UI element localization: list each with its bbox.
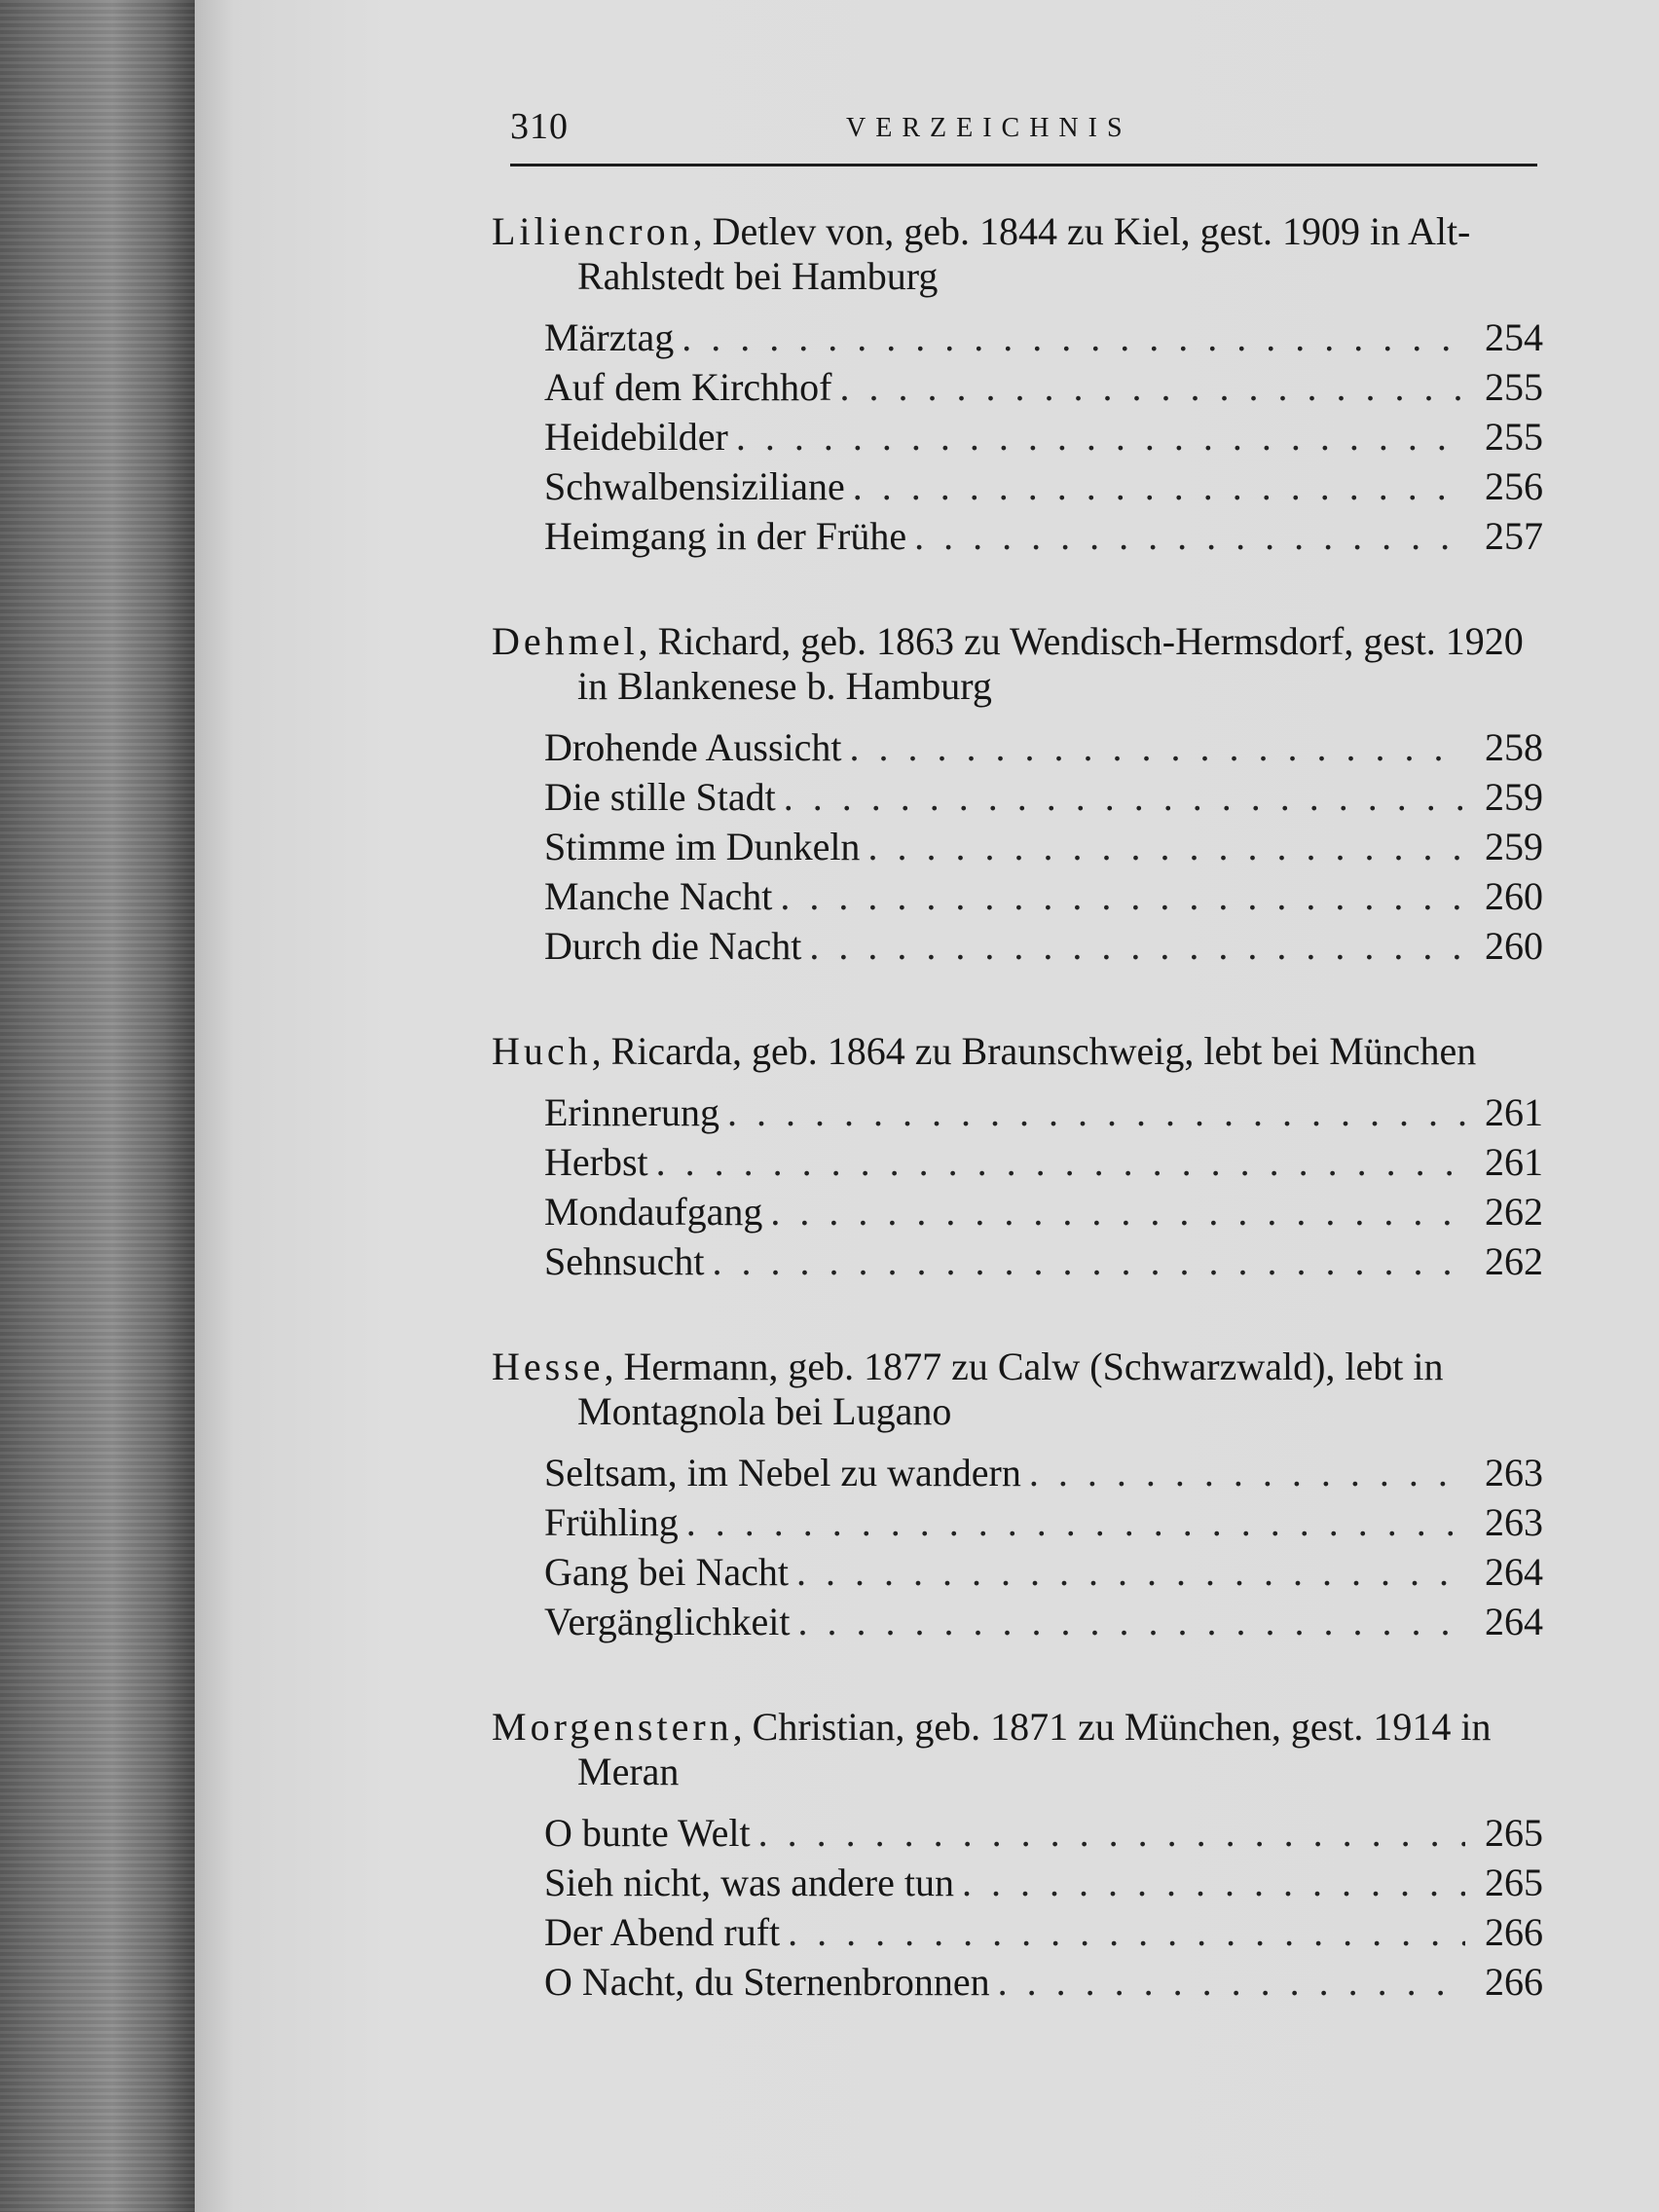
dot-leader [998, 1957, 1465, 2007]
entry-page: 254 [1485, 315, 1543, 359]
toc-entry [492, 1187, 1543, 1236]
toc-entry [492, 1137, 1543, 1187]
entry-page: 255 [1485, 365, 1543, 409]
entry-title: Vergänglichkeit [544, 1600, 791, 1643]
entry-page: 259 [1485, 825, 1543, 868]
entry-page: 261 [1485, 1140, 1543, 1184]
book-binding-edge [0, 0, 204, 2212]
author-name: Hesse [492, 1345, 605, 1388]
entry-page: 260 [1485, 924, 1543, 968]
entry-title: Frühling [544, 1500, 679, 1544]
dot-leader [867, 822, 1465, 871]
author-name: Dehmel [492, 619, 639, 663]
entry-page: 263 [1485, 1451, 1543, 1494]
author-heading [492, 1705, 1531, 1794]
toc-entry [492, 511, 1543, 561]
dot-leader [850, 722, 1465, 772]
author-name: Morgenstern [492, 1705, 733, 1749]
author-details: , Detlev von, geb. 1844 zu Kiel, gest. 1909 in Alt-Rahlstedt bei Hamburg [577, 209, 1471, 298]
dot-leader [780, 871, 1465, 921]
toc-entry [492, 1957, 1543, 2007]
entry-title: Drohende Aussicht [544, 725, 842, 769]
toc-entry [492, 822, 1543, 871]
entry-page: 266 [1485, 1910, 1543, 1954]
author-section-liliencron [492, 209, 1543, 561]
entry-page: 261 [1485, 1090, 1543, 1134]
entry-page: 259 [1485, 775, 1543, 819]
dot-leader [656, 1137, 1465, 1187]
toc-entry [492, 772, 1543, 822]
dot-leader [682, 313, 1465, 362]
entry-title: Herbst [544, 1140, 648, 1184]
dot-leader [758, 1808, 1465, 1858]
author-name: Liliencron [492, 209, 693, 253]
entry-page: 262 [1485, 1239, 1543, 1283]
entry-title: Mondaufgang [544, 1190, 763, 1234]
entry-title: Stimme im Dunkeln [544, 825, 861, 868]
entry-page: 260 [1485, 874, 1543, 918]
entry-title: O bunte Welt [544, 1811, 751, 1855]
dot-leader [736, 412, 1465, 461]
author-details: , Richard, geb. 1863 zu Wendisch-Hermsdorf, gest. 1920 in Blankenese b. Hamburg [577, 619, 1524, 708]
entry-page: 266 [1485, 1960, 1543, 2004]
entry-title: Gang bei Nacht [544, 1550, 790, 1594]
entry-title: Heimgang in der Frühe [544, 514, 907, 558]
entry-page: 258 [1485, 725, 1543, 769]
entry-title: Seltsam, im Nebel zu wandern [544, 1451, 1021, 1494]
author-heading [492, 1345, 1531, 1434]
toc-entry [492, 1088, 1543, 1137]
toc-entry [492, 461, 1543, 511]
dot-leader [788, 1907, 1465, 1957]
toc-entry [492, 1547, 1543, 1597]
dot-leader [962, 1858, 1465, 1907]
author-section-dehmel [492, 619, 1543, 971]
toc-entry [492, 412, 1543, 461]
entry-page: 257 [1485, 514, 1543, 558]
author-details: , Christian, geb. 1871 zu München, gest. 1914 in Meran [577, 1705, 1492, 1793]
author-heading [492, 1029, 1531, 1074]
entry-page: 264 [1485, 1550, 1543, 1594]
toc-entry [492, 313, 1543, 362]
entry-title: O Nacht, du Sternenbronnen [544, 1960, 990, 2004]
dot-leader [809, 921, 1465, 971]
toc-entry [492, 362, 1543, 412]
dot-leader [796, 1547, 1465, 1597]
dot-leader [712, 1236, 1465, 1286]
entry-title: Heidebilder [544, 415, 728, 459]
entry-title: Die stille Stadt [544, 775, 776, 819]
toc-entry [492, 1497, 1543, 1547]
toc-entry [492, 1597, 1543, 1646]
entry-title: Sehnsucht [544, 1239, 705, 1283]
running-head: VERZEICHNIS [846, 113, 1132, 143]
entry-page: 256 [1485, 464, 1543, 508]
toc-entry [492, 1858, 1543, 1907]
author-section-morgenstern [492, 1705, 1543, 2007]
entry-title: Manche Nacht [544, 874, 773, 918]
dot-leader [839, 362, 1465, 412]
page-header [510, 105, 1537, 166]
dot-leader [686, 1497, 1465, 1547]
toc-entry [492, 1236, 1543, 1286]
entry-title: Auf dem Kirchhof [544, 365, 832, 409]
dot-leader [914, 511, 1465, 561]
entry-page: 265 [1485, 1811, 1543, 1855]
dot-leader [1029, 1448, 1465, 1497]
author-details: , Hermann, geb. 1877 zu Calw (Schwarzwald), lebt in Montagnola bei Lugano [577, 1345, 1444, 1433]
entry-page: 264 [1485, 1600, 1543, 1643]
entry-page: 262 [1485, 1190, 1543, 1234]
dot-leader [770, 1187, 1465, 1236]
table-of-contents [492, 209, 1543, 2065]
dot-leader [727, 1088, 1465, 1137]
entry-title: Sieh nicht, was andere tun [544, 1861, 954, 1904]
toc-entry [492, 1808, 1543, 1858]
toc-entry [492, 871, 1543, 921]
author-heading [492, 619, 1531, 709]
author-name: Huch [492, 1029, 592, 1073]
entry-title: Märztag [544, 315, 675, 359]
page-number: 310 [510, 106, 569, 147]
entry-title: Erinnerung [544, 1090, 719, 1134]
toc-entry [492, 722, 1543, 772]
entry-page: 263 [1485, 1500, 1543, 1544]
author-section-huch [492, 1029, 1543, 1286]
author-heading [492, 209, 1531, 299]
entry-page: 265 [1485, 1861, 1543, 1904]
dot-leader [853, 461, 1465, 511]
dot-leader [784, 772, 1465, 822]
entry-title: Schwalbensiziliane [544, 464, 845, 508]
entry-page: 255 [1485, 415, 1543, 459]
entry-title: Der Abend ruft [544, 1910, 781, 1954]
dot-leader [798, 1597, 1465, 1646]
author-details: , Ricarda, geb. 1864 zu Braunschweig, lebt bei München [591, 1029, 1477, 1073]
toc-entry [492, 1907, 1543, 1957]
toc-entry [492, 921, 1543, 971]
entry-title: Durch die Nacht [544, 924, 802, 968]
toc-entry [492, 1448, 1543, 1497]
author-section-hesse [492, 1345, 1543, 1646]
